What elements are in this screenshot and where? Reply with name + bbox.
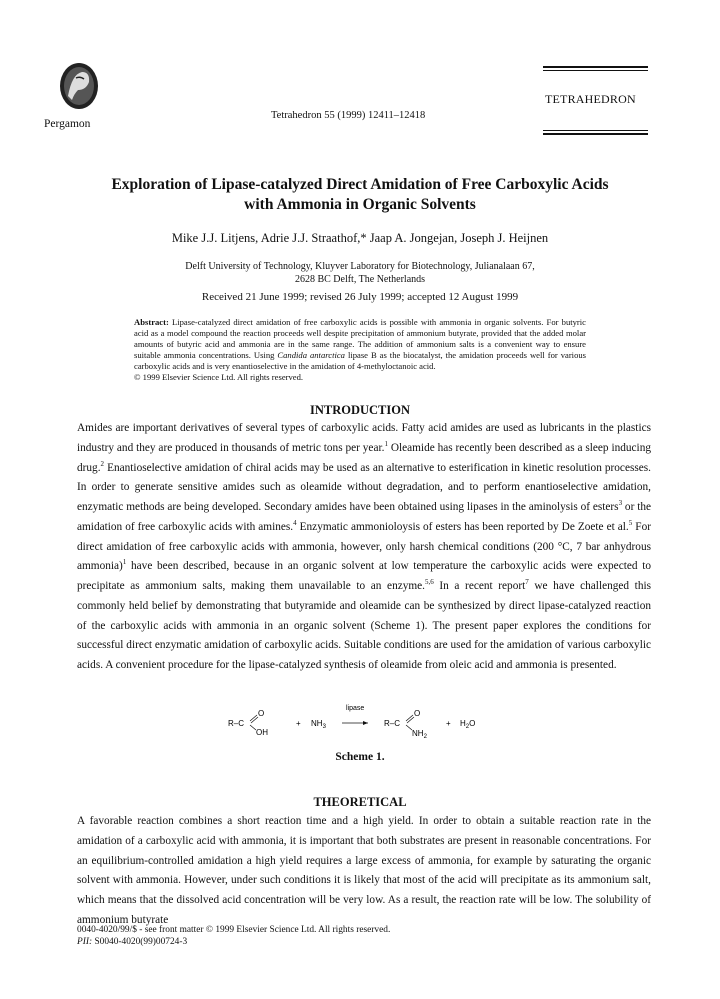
scheme-plus-2: + [446,719,451,728]
scheme-bond [250,715,257,721]
ref-superscript: 1 [384,439,388,448]
scheme-amide-nh: NH [412,729,424,738]
introduction-text [77,419,651,676]
article-title [60,175,660,215]
scheme-ammonia [311,719,327,730]
abstract [134,317,586,382]
footer-copyright: 0040-4020/99/$ - see front matter © 1999 Elsevier Science Ltd. All rights reserved. [77,925,391,935]
scheme-oxygen-1: O [258,709,265,718]
scheme-ammonia-nh: NH [311,719,323,728]
intro-sentence: have been described, because in an organic solvent at low temperature the carboxylic acids were expected to precipitate as ammonium salts, making them unavailable to an enzyme. [77,560,651,592]
authors: Mike J.J. Litjens, Adrie J.J. Straathof,* Jaap A. Jongejan, Joseph J. Heijnen [171,231,549,245]
abstract-label: Abstract: [134,317,169,327]
affiliation-line-1: Delft University of Technology, Kluyver Laboratory for Biotechnology, Julianalaan 67, [185,261,535,272]
scheme-oxygen-2: O [414,709,421,718]
intro-sentence: Amides are important derivatives of several types of carboxylic acids. Fatty acid amides are used as lubricants in the plastics industry and they are produced in thousands of metric tons per year. [77,422,651,454]
scheme-amide-sub: 2 [423,734,427,740]
scheme-catalyst-label: lipase [346,705,365,712]
intro-sentence: Enantioselective amidation of chiral acids may be used as an alternative to esterification in kinetic resolution processes. In order to generate sensitive amides such as oleamide without degradation, and to perform enantioselective amidation, enzymatic methods are being developed. Secondary amides have been obtained using lipases in the aminolysis of esters [77,461,651,513]
pii-value: S0040-4020(99)00724-3 [92,937,188,947]
abstract-italic: Candida antarctica [277,349,345,360]
scheme-amide-group [412,729,428,740]
footer [77,924,390,948]
affiliation [60,260,660,286]
intro-sentence: For direct amidation of free carboxylic acids with ammonia, however, only harsh chemical conditions (200 °C, 7 bar anhydrous ammonia) [77,520,651,573]
reaction-scheme [228,700,498,750]
ref-superscript: 3 [618,499,623,508]
scheme-water-h: H [460,719,466,728]
ref-superscript: 5,6 [425,578,434,587]
header-rule-bottom [543,130,648,131]
scheme-water-o: O [469,719,476,728]
intro-sentence: In a recent report [433,580,526,592]
scheme-water [460,719,475,730]
ref-superscript: 1 [122,558,127,567]
scheme-product-prefix: R–C [384,719,401,728]
intro-sentence: we have challenged this commonly held belief by demonstrating that butyramide and oleamide can be synthesized by direct lipase-catalyzed reaction of the carboxylic acids with ammonia in an organic solvent (Scheme 1). The present paper explores the conditions for successful direct enzymatic amidation of carboxylic acids. Suitable conditions are used for the amidation of various carboxylic acids. A convenient procedure for the lipase-catalyzed synthesis of oleamide from oleic acid and ammonia is presented. [77,580,652,671]
ref-superscript: 2 [100,459,105,468]
title-line-1: Exploration of Lipase-catalyzed Direct Amidation of Free Carboxylic Acids [111,176,609,193]
received-dates: Received 21 June 1999; revised 26 July 1999; accepted 12 August 1999 [201,291,519,303]
abstract-text-1: Lipase-catalyzed direct amidation of free carboxylic acids is possible with ammonia in organic solvents. For butyric acid as a model compound the reaction proceeds well despite precipitation of ammonium butyrate, provided that the added molar amounts of butyric acid and ammonia are in the same range. The addition of ammonium salts is a convenient way to ensure suitable ammonia concentrations. Using [134,317,586,360]
header-rule-top2 [543,70,648,71]
theoretical-heading: THEORETICAL [313,795,407,809]
header-rule-top [543,66,648,68]
ref-superscript: 5 [628,518,633,527]
scheme-bond [407,717,414,723]
theoretical-text [77,812,651,931]
abstract-copyright: © 1999 Elsevier Science Ltd. All rights reserved. [134,371,304,382]
intro-sentence: Enzymatic ammonioloysis of esters has been reported by De Zoete et al. [296,520,629,533]
scheme-reactant-prefix: R–C [228,719,245,728]
abstract-text-2: lipase B as the biocatalyst, the amidation proceeds well for various carboxylic acids and is very enantioselective in the amidation of 4-methyloctanoic acid. [134,349,587,371]
pergamon-logo [58,60,100,112]
title-line-2: with Ammonia in Organic Solvents [244,196,476,213]
introduction-heading: INTRODUCTION [309,403,410,417]
scheme-water-sub: 2 [465,724,470,730]
scheme-hydroxyl: OH [256,728,268,737]
scheme-bond [406,715,413,721]
scheme-ammonia-sub: 3 [322,724,326,730]
scheme-arrowhead [363,721,368,725]
scheme-caption: Scheme 1. [335,751,385,763]
scheme-plus-1: + [296,719,301,728]
affiliation-line-2: 2628 BC Delft, The Netherlands [294,274,426,285]
journal-name: TETRAHEDRON [545,92,636,106]
intro-sentence: or the amidation of free carboxylic acids with amines. [77,501,651,533]
header-rule-bottom2 [543,133,648,135]
scheme-bond [251,717,258,723]
publisher-name: Pergamon [44,118,91,130]
theoretical-paragraph: A favorable reaction combines a short reaction time and a high yield. In order to obtain a suitable reaction rate in the amidation of a carboxylic acid with ammonia, it is important that both substrates are present in reasonable concentrations. For an equilibrium-controlled amidation a high yield requires a large excess of ammonia, for example by saturating the organic solvent with ammonia. However, under such conditions it is likely that most of the acid will precipitate as its ammonium salt, which means that the dissolved acid concentration will be very low. As a result, the reaction rate will be low. The solubility of ammonium butyrate [77,815,651,926]
footer-pii [77,936,390,948]
journal-reference: Tetrahedron 55 (1999) 12411–12418 [271,110,426,121]
ref-superscript: 4 [293,518,297,527]
ref-superscript: 7 [525,578,529,587]
pii-label: PII: [77,937,93,947]
intro-sentence: Oleamide has recently been described as a sleep inducing drug. [77,441,651,474]
